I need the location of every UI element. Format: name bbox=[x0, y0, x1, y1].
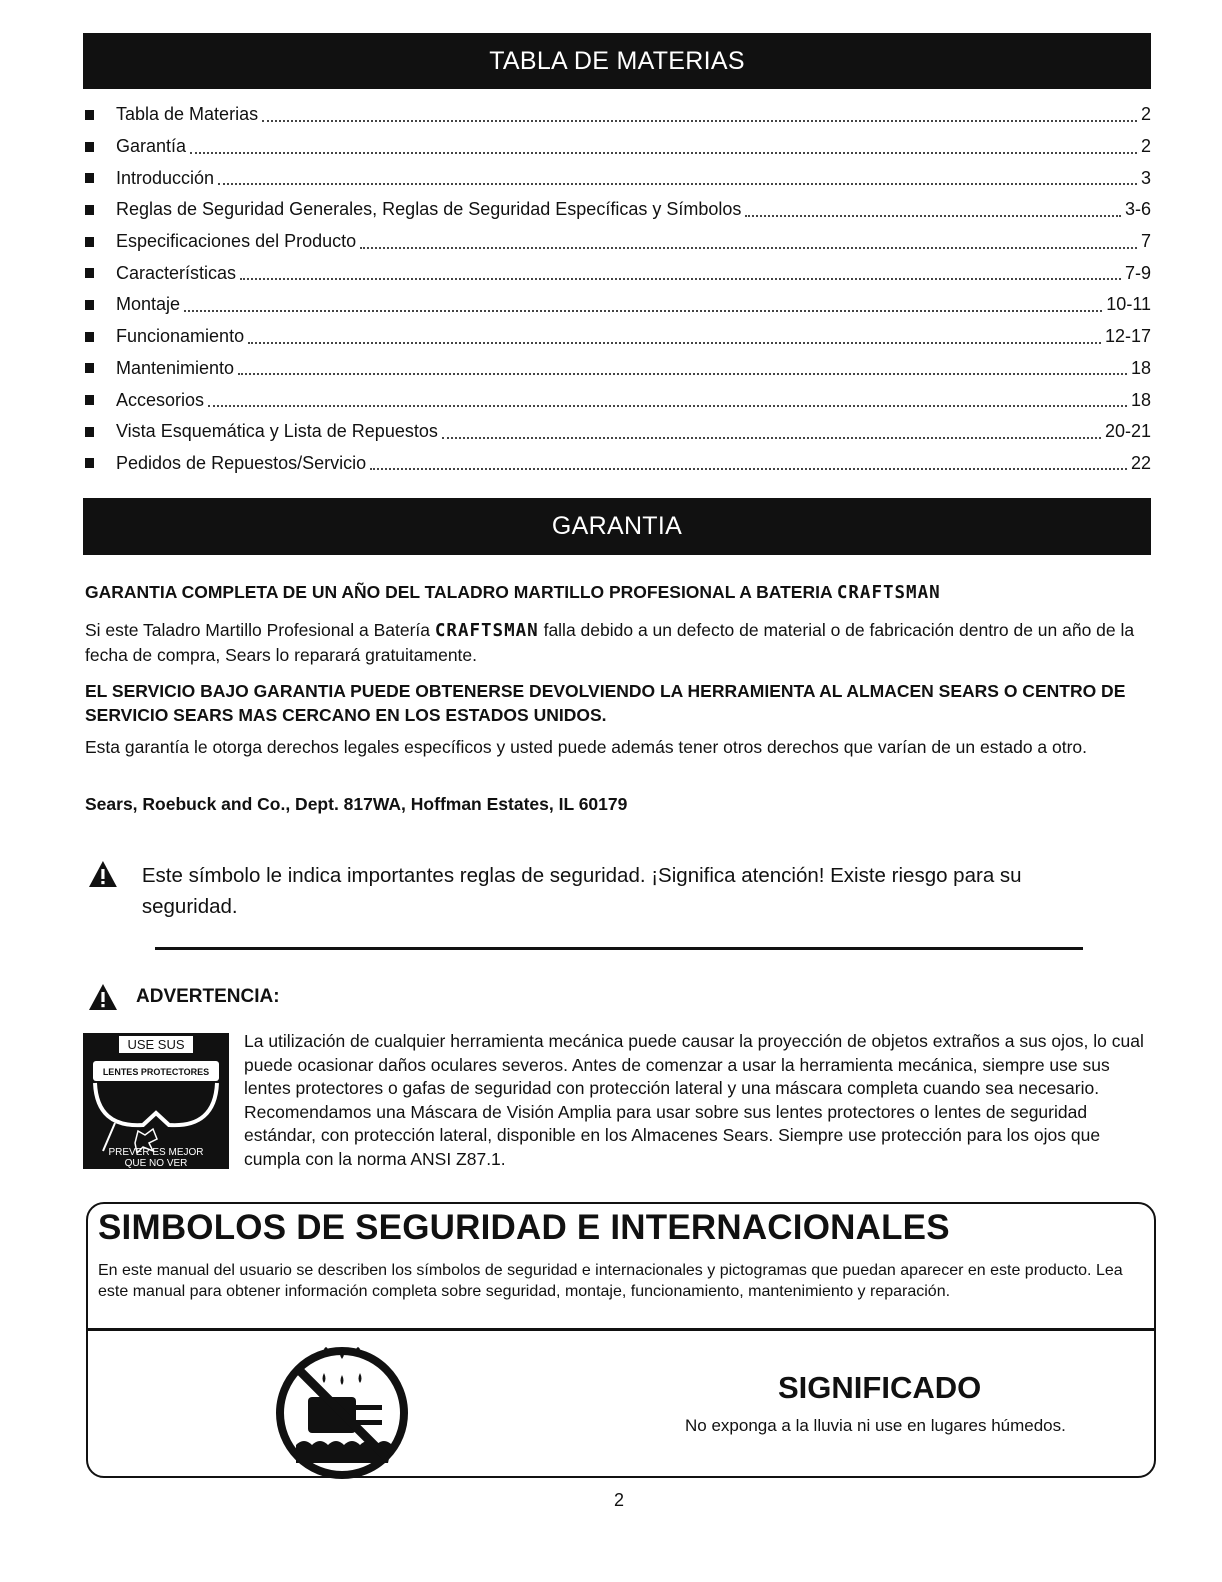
leader-dots bbox=[370, 468, 1127, 470]
toc-item-label: Mantenimiento bbox=[116, 357, 235, 378]
toc-item-label: Tabla de Materias bbox=[116, 104, 259, 125]
bullet-icon bbox=[85, 363, 94, 373]
bullet-icon bbox=[85, 173, 94, 183]
toc-item-label: Accesorios bbox=[116, 389, 205, 410]
toc-item bbox=[85, 416, 1151, 448]
leader-dots bbox=[218, 183, 1137, 185]
bullet-icon bbox=[85, 205, 94, 215]
leader-dots bbox=[360, 247, 1137, 249]
bullet-icon bbox=[85, 237, 94, 247]
goggles-icon bbox=[83, 1033, 229, 1169]
warranty-address: Sears, Roebuck and Co., Dept. 817WA, Hoffman Estates, IL 60179 bbox=[85, 794, 628, 814]
leader-dots bbox=[442, 437, 1101, 439]
warning-triangle-icon bbox=[88, 983, 118, 1011]
toc-item-page: 3 bbox=[1140, 167, 1151, 188]
toc-item-label: Funcionamiento bbox=[116, 326, 245, 347]
bullet-icon bbox=[85, 268, 94, 278]
craftsman-logo: CRAFTSMAN bbox=[836, 583, 941, 603]
toc-item-label: Características bbox=[116, 262, 237, 283]
meaning-title: SIGNIFICADO bbox=[778, 1370, 982, 1405]
bullet-icon bbox=[85, 332, 94, 342]
leader-dots bbox=[190, 152, 1137, 154]
bullet-icon bbox=[85, 300, 94, 310]
badge-bottom-text-2: QUE NO VER bbox=[124, 1158, 188, 1169]
symbols-section bbox=[86, 1202, 1156, 1478]
badge-top-text: USE SUS bbox=[127, 1037, 185, 1052]
toc-item-page: 18 bbox=[1130, 357, 1151, 378]
leader-dots bbox=[262, 120, 1137, 122]
divider bbox=[155, 947, 1083, 950]
toc-item bbox=[85, 131, 1151, 163]
toc-item-label: Vista Esquemática y Lista de Repuestos bbox=[116, 421, 438, 442]
toc-item-page: 12-17 bbox=[1104, 326, 1151, 347]
toc-list bbox=[85, 99, 1151, 479]
warranty-rights-text: Esta garantía le otorga derechos legales específicos y usted puede además tener otros derechos que varían de un estado a otro. bbox=[85, 737, 1088, 757]
warning-heading bbox=[88, 983, 280, 1011]
leader-dots bbox=[208, 405, 1127, 407]
toc-item-label: Introducción bbox=[116, 167, 215, 188]
leader-dots bbox=[745, 215, 1121, 217]
toc-item-label: Garantía bbox=[116, 136, 187, 157]
bullet-icon bbox=[85, 142, 94, 152]
page-number: 2 bbox=[614, 1490, 625, 1510]
bullet-icon bbox=[85, 427, 94, 437]
safety-symbol-note bbox=[88, 860, 1088, 922]
warning-body: La utilización de cualquier herramienta mecánica puede causar la proyección de objetos extraños a sus ojos, lo cual puede ocasionar daños oculares severos. Antes de comenzar a usar la herramienta mecánica, siempre use sus lentes protectores o gafas de seguridad con protección lateral y una máscara completa cuando sea necesario. Recomendamos una Máscara de Visión Amplia para usar sobre sus lentes protectores o lentes de seguridad estándar, con protección lateral, disponible en los Almacenes Sears. Siempre use protección para los ojos que cumpla con la norma ANSI Z87.1. bbox=[244, 1031, 1144, 1169]
safety-goggles-badge bbox=[83, 1033, 229, 1169]
toc-item bbox=[85, 384, 1151, 416]
warranty-title: GARANTIA bbox=[551, 512, 683, 540]
toc-item-page: 2 bbox=[1140, 104, 1151, 125]
toc-item-page: 18 bbox=[1130, 389, 1151, 410]
leader-dots bbox=[248, 342, 1101, 344]
toc-item-page: 3-6 bbox=[1124, 199, 1151, 220]
symbols-title: SIMBOLOS DE SEGURIDAD E INTERNACIONALES bbox=[98, 1208, 950, 1247]
no-rain-icon bbox=[274, 1345, 410, 1481]
divider bbox=[88, 1328, 1154, 1331]
toc-item bbox=[85, 289, 1151, 321]
leader-dots bbox=[184, 310, 1102, 312]
toc-item-label: Pedidos de Repuestos/Servicio bbox=[116, 452, 367, 473]
toc-item bbox=[85, 99, 1151, 131]
warning-label: ADVERTENCIA: bbox=[136, 986, 280, 1007]
warning-triangle-icon bbox=[88, 860, 118, 888]
toc-item bbox=[85, 226, 1151, 258]
toc-item-page: 10-11 bbox=[1106, 294, 1151, 315]
leader-dots bbox=[240, 278, 1121, 280]
bullet-icon bbox=[85, 395, 94, 405]
toc-title-bar bbox=[83, 33, 1151, 89]
badge-mid-text: LENTES PROTECTORES bbox=[102, 1067, 210, 1077]
toc-item bbox=[85, 353, 1151, 385]
warranty-service-text: EL SERVICIO BAJO GARANTIA PUEDE OBTENERSE DEVOLVIENDO LA HERRAMIENTA AL ALMACEN SEARS O CENTRO DE SERVICIO SEARS MAS CERCANO EN LOS ESTADOS UNIDOS. bbox=[85, 681, 1126, 725]
toc-item-page: 2 bbox=[1140, 136, 1151, 157]
safety-symbol-text: Este símbolo le indica importantes reglas de seguridad. ¡Significa atención! Existe riesgo para su seguridad. bbox=[141, 864, 1022, 918]
toc-item bbox=[85, 194, 1151, 226]
toc-item-page: 7-9 bbox=[1124, 262, 1151, 283]
bullet-icon bbox=[85, 110, 94, 120]
toc-item-page: 7 bbox=[1140, 231, 1151, 252]
warranty-heading: GARANTIA COMPLETA DE UN AÑO DEL TALADRO MARTILLO PROFESIONAL A BATERIA CRAFTSMAN bbox=[85, 582, 941, 603]
toc-item-label: Especificaciones del Producto bbox=[116, 231, 357, 252]
toc-item-label: Montaje bbox=[116, 294, 181, 315]
toc-item bbox=[85, 448, 1151, 480]
warranty-title-bar bbox=[83, 498, 1151, 555]
craftsman-logo: CRAFTSMAN bbox=[434, 621, 539, 641]
toc-item bbox=[85, 162, 1151, 194]
toc-title: TABLA DE MATERIAS bbox=[489, 47, 745, 75]
symbols-intro: En este manual del usuario se describen los símbolos de seguridad e internacionales y pictogramas que puedan aparecer en este producto. Lea este manual para obtener información completa sobre seguridad, montaje, funcionamiento, mantenimiento y reparación. bbox=[98, 1262, 1123, 1300]
toc-item-page: 20-21 bbox=[1104, 421, 1151, 442]
meaning-text: No exponga a la lluvia ni use en lugares húmedos. bbox=[685, 1416, 1066, 1435]
toc-item-page: 22 bbox=[1130, 452, 1151, 473]
leader-dots bbox=[238, 373, 1127, 375]
toc-item bbox=[85, 257, 1151, 289]
warranty-paragraph: Si este Taladro Martillo Profesional a Batería CRAFTSMAN falla debido a un defecto de material o de fabricación dentro de un año de la fecha de compra, Sears lo reparará gratuitamente. bbox=[85, 620, 1135, 665]
badge-bottom-text-1: PREVER ES MEJOR bbox=[108, 1147, 204, 1158]
toc-item bbox=[85, 321, 1151, 353]
toc-item-label: Reglas de Seguridad Generales, Reglas de Seguridad Específicas y Símbolos bbox=[116, 199, 742, 220]
bullet-icon bbox=[85, 458, 94, 468]
